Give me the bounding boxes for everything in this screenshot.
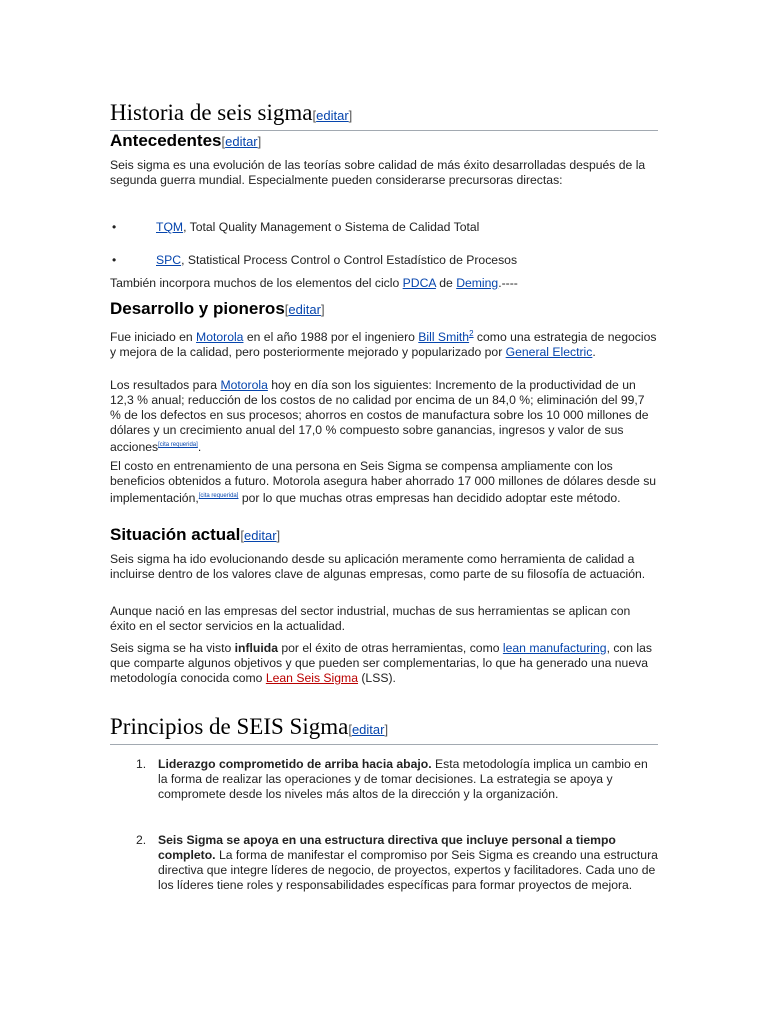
link-deming[interactable]: Deming — [456, 276, 499, 290]
edit-section-link: [editar] — [312, 108, 353, 123]
citation-needed-link[interactable]: [cita requerida] — [198, 493, 239, 499]
bullet-icon: • — [112, 253, 117, 267]
citation-needed-link[interactable]: [cita requerida] — [158, 442, 198, 448]
edit-section-link: [editar] — [284, 302, 325, 317]
link-motorola[interactable]: Motorola — [220, 378, 268, 392]
edit-link[interactable]: editar — [244, 528, 277, 543]
paragraph-desarrollo: Fue iniciado en Motorola en el año 1988 por el ingeniero Bill Smith$^2$ como una estrategia de negocios y mejora de la calidad, pero posteriormente mejorado y popularizado por General Electric. — [110, 329, 657, 360]
heading-title: Principios de SEIS Sigma — [110, 714, 349, 739]
link-pdca[interactable]: PDCA — [402, 276, 436, 290]
section-heading-desarrollo — [110, 298, 325, 321]
section-heading-historia — [110, 100, 658, 131]
section-heading-situacion — [110, 524, 280, 547]
paragraph-antecedentes: Seis sigma es una evolución de las teorías sobre calidad de más éxito desarrolladas después de la segunda guerra mundial. Especialmente pueden considerarse precursoras directas: — [110, 158, 646, 187]
heading-title: Desarrollo y pioneros — [110, 299, 285, 318]
paragraph-lean: Seis sigma se ha visto influida por el éxito de otras herramientas, como lean manufacturing, con las que comparte algunos objetivos y que pueden ser complementarias, lo que ha generado una nueva metodología conocida como Lean Seis Sigma (LSS). — [110, 641, 652, 685]
edit-section-link: [editar] — [240, 528, 281, 543]
paragraph-situacion: Seis sigma ha ido evolucionando desde su aplicación meramente como herramienta de calidad a incluirse dentro de los valores clave de algunas empresas, como parte de su filosofía de actuación. — [110, 552, 646, 581]
link-bill-smith[interactable]: Bill Smith — [418, 330, 470, 345]
heading-title: Situación actual — [110, 525, 241, 544]
link-lean-seis-sigma[interactable]: Lean Seis Sigma — [265, 671, 358, 685]
list-number: 1. — [136, 757, 147, 771]
edit-link[interactable]: editar — [316, 108, 349, 123]
edit-section-link: [editar] — [221, 134, 262, 149]
paragraph-sector: Aunque nació en las empresas del sector industrial, muchas de sus herramientas se aplican con éxito en el sector servicios en la actualidad. — [110, 604, 631, 633]
paragraph-costo: El costo en entrenamiento de una persona en Seis Sigma se compensa ampliamente con los beneficios obtenidos a futuro. Motorola asegura haber ahorrado 17 000 millones de dólares desde su implementación,[cita requerida] por lo que muchas otras empresas han decidido adoptar este método. — [110, 459, 657, 506]
reference-sup[interactable]: 2 — [469, 329, 474, 338]
link-tqm[interactable]: TQM — [156, 220, 184, 234]
list-number: 2. — [136, 833, 147, 847]
link-general-electric[interactable]: General Electric — [505, 345, 593, 360]
heading-title: Antecedentes — [110, 131, 222, 150]
section-heading-principios — [110, 714, 658, 745]
edit-link[interactable]: editar — [288, 302, 321, 317]
heading-title: Historia de seis sigma — [110, 100, 313, 125]
link-motorola[interactable]: Motorola — [196, 330, 244, 345]
bullet-icon: • — [112, 220, 117, 234]
link-spc[interactable]: SPC — [156, 253, 182, 267]
edit-link[interactable]: editar — [351, 722, 385, 737]
edit-section-link: [editar] — [348, 722, 389, 737]
edit-link[interactable]: editar — [225, 134, 258, 149]
paragraph-resultados: Los resultados para Motorola hoy en día son los siguientes: Incremento de la productividad de un 12,3 % anual; reducción de los costos de no calidad por encima de un 84,0 %; eliminación del 99,7 % de los defectos en sus procesos; ahorros en costos de manufactura sobre los 10 000 millones de dólares y un crecimiento anual del 17,0 % compuesto sobre ganancias, ingresos y valor de sus acciones[cita requerida]. — [110, 378, 649, 455]
paragraph-pdca: También incorpora muchos de los elementos del ciclo PDCA de Deming.---- — [110, 276, 518, 290]
section-heading-antecedentes — [110, 130, 261, 153]
link-lean-manufacturing[interactable]: lean manufacturing — [502, 641, 607, 655]
